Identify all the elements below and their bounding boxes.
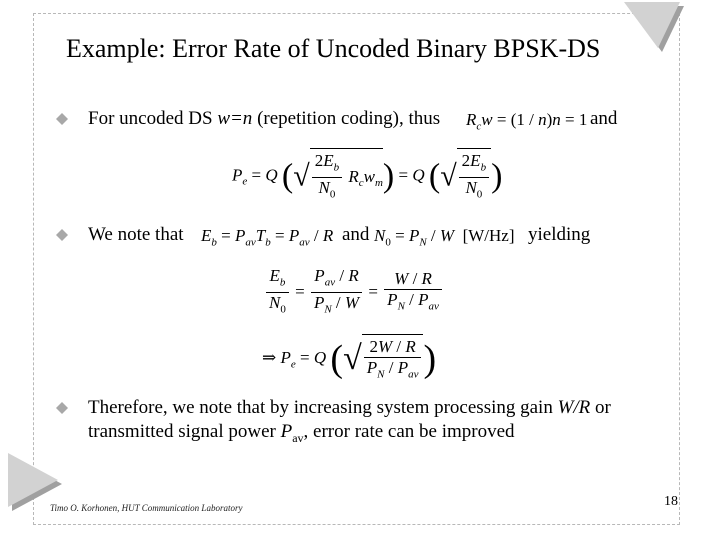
equation-result: ⇒ $P_e = Q$ (√ $\frac{2W / R}{P_N / P_{av}}$ ) (262, 334, 436, 384)
bullet-2-yielding: yielding (528, 224, 591, 245)
diamond-bullet-icon (56, 402, 68, 414)
equation-ratio: $\frac{E_b}{N_0}$ = $\frac{P_{av} / R}{P_N / W}$ = $\frac{W / R}{P_N / P_{av}}$ (264, 266, 444, 320)
equation-n0: $N_0 = P_N / W$ [W/Hz] (374, 226, 515, 249)
bullet-2-and: and (342, 224, 370, 245)
bullet-2-text: We note that (88, 224, 184, 245)
bullet-1-text: For uncoded DS w=n (repetition coding), thus (88, 108, 441, 129)
equation-rc-w: $R_cw = (1 / n)n = 1$ (466, 110, 588, 133)
footer-credit: Timo O. Korhonen, HUT Communication Laboratory (50, 503, 243, 513)
equation-pe: $P_e = Q$ (√ $\frac{2E_b}{N_0}$ $R_cw_m) = Q$ (√ $\frac{2E_b}{N_0}$ ) (232, 148, 502, 205)
diamond-bullet-icon (56, 113, 68, 125)
bullet-3-line-2: transmitted signal power $P_{av}$, error rate can be improved (88, 421, 515, 445)
page-number: 18 (664, 494, 678, 509)
bullet-3-line-1: Therefore, we note that by increasing system processing gain W/R or (88, 397, 611, 418)
slide-title: Example: Error Rate of Uncoded Binary BPSK-DS (66, 34, 601, 63)
equation-eb: $E_b = P_{av}T_b = P_{av} / R$ (201, 226, 334, 249)
diamond-bullet-icon (56, 229, 68, 241)
bullet-1-and: and (590, 108, 618, 129)
top-right-triangle-icon (622, 2, 692, 62)
